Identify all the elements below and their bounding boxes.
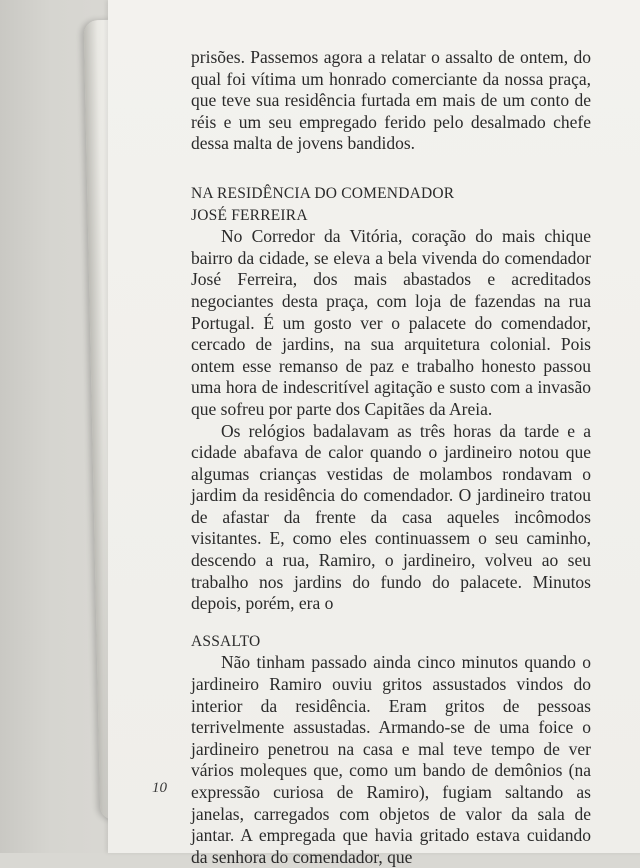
section-gap — [191, 155, 591, 177]
section1-paragraph1: No Corredor da Vitória, coração do mais chique bairro da cidade, se eleva a bela vivenda do comendador José Ferreira, dos mais abastados e acreditados negociantes desta praça, com loja de fazendas na rua Portugal. É um gosto ver o palacete do comendador, cercado de jardins, na sua arquitetura colonial. Pois ontem esse remanso de paz e trabalho honesto passou uma hora de indescritível agitação e susto com a invasão que sofreu por parte dos Capitães da Areia. — [191, 226, 591, 419]
section-heading-line2: JOSÉ FERREIRA — [191, 206, 308, 224]
section2-paragraph1: Não tinham passado ainda cinco minutos quando o jardineiro Ramiro ouviu gritos assustados vindos do interior da residência. Eram gritos de pessoas terrivelmente assustadas. Armando-se de uma foice o jardineiro penetrou na casa e mal teve tempo de ver vários moleques que, como um bando de demônios (na expressão curiosa de Ramiro), fugiam saltando as janelas, carregados com objetos de valor da sala de jantar. A empregada que havia gritado estava cuidando da senhora do comendador, que — [191, 652, 591, 867]
page-text — [191, 47, 591, 868]
opening-paragraph: prisões. Passemos agora a relatar o assalto de ontem, do qual foi vítima um honrado comerciante da nossa praça, que teve sua residência furtada em mais de um conto de réis e um seu empregado ferido pelo desalmado chefe dessa malta de jovens bandidos. — [191, 47, 591, 154]
section-heading-line1: NA RESIDÊNCIA DO COMENDADOR — [191, 184, 455, 202]
page-number: 10 — [152, 780, 167, 796]
section2-heading: ASSALTO — [191, 632, 261, 650]
section1-paragraph2: Os relógios badalavam as três horas da tarde e a cidade abafava de calor quando o jardineiro notou que algumas crianças vestidas de molambos rondavam o jardim da residência do comendador. O jardineiro tratou de afastar da frente da casa aqueles incômodos visitantes. E, como eles continuassem o seu caminho, descendo a rua, Ramiro, o jardineiro, volveu ao seu trabalho nos jardins do fundo do palacete. Minutos depois, porém, era o — [191, 420, 591, 614]
